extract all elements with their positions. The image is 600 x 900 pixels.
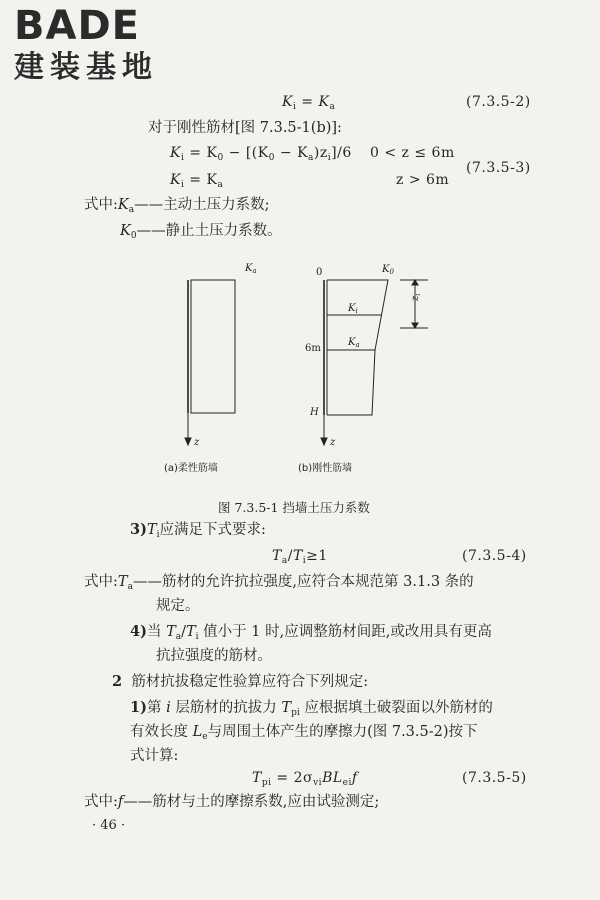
label-h: H: [310, 407, 319, 418]
zi-arrow-bottom: [412, 323, 418, 328]
label-z-b: z: [330, 437, 336, 448]
caption-a: (a)柔性筋墙: [164, 463, 218, 474]
eq-condition-1: 0 < z ≤ 6m: [370, 145, 455, 161]
label-k0: $K_0$: [382, 264, 394, 276]
equation-number: (7.3.5-3): [466, 160, 531, 176]
where-ka: 式中$:K_a——$主动土压力系数;: [84, 197, 270, 215]
item-4-text: 值小于 1 时,应调整筋材间距,或改用具有更高: [203, 624, 492, 640]
figure-title: 图 7.3.5-1 挡墙土压力系数: [218, 500, 370, 515]
item-1-text: 层筋材的抗拔力: [175, 700, 277, 716]
z-arrow-b: [321, 438, 327, 445]
where-ka-desc: ——主动土压力系数;: [134, 197, 270, 213]
item-1-line3: 式计算:: [130, 748, 179, 764]
label-ka-a: $K_a$: [245, 263, 257, 275]
item-3-text: 应满足下式要求:: [159, 522, 266, 538]
eq-part: f: [351, 770, 358, 786]
zi-arrow-top: [412, 280, 418, 285]
logo: [14, 4, 158, 86]
item-1-line2: 有效长度 $L_e$与周围土体产生的摩擦力(图 7.3.5-2)按下: [130, 724, 478, 742]
equation-number: (7.3.5-4): [462, 548, 527, 564]
section-2-text: 筋材抗拔稳定性验算应符合下列规定:: [131, 674, 369, 690]
equation-7-3-5-2: $K_i = K_a$: [282, 94, 336, 112]
eq-symbol: K: [318, 94, 330, 110]
eq-condition-2: z > 6m: [396, 172, 450, 188]
where-f-desc: ——筋材与土的摩擦系数,应由试验测定;: [123, 794, 380, 810]
label-ka-b: $K_a$: [348, 337, 360, 349]
eq-part: − K: [274, 145, 309, 161]
section-number: 2: [112, 673, 123, 690]
pressure-diagram-a: [191, 280, 235, 413]
page-number: · 46 ·: [92, 818, 126, 833]
eq-part: = K: [184, 145, 218, 161]
equation-number: (7.3.5-2): [466, 94, 531, 110]
where-ta-desc: ——筋材的允许抗拉强度,应符合本规范第 3.1.3 条的: [132, 574, 474, 590]
eq-part: − [(K: [223, 145, 269, 161]
eq-symbol: K: [282, 94, 293, 110]
item-number: 4): [130, 623, 147, 640]
eq-equals: =: [296, 94, 319, 110]
label-zi: $z_i$: [410, 293, 422, 301]
item-number: 1): [130, 699, 147, 716]
item-1-text: 应根据填土破裂面以外筋材的: [304, 700, 493, 716]
item-4-text: 当: [146, 624, 162, 640]
where-prefix: 式中:: [84, 794, 118, 810]
equation-7-3-5-5: $T_{pi} = 2\sigma_{vi}BL_{ei}f$: [252, 770, 358, 788]
label-zero: 0: [316, 267, 323, 278]
item-1-text: 与周围土体产生的摩擦力(图 7.3.5-2)按下: [207, 724, 478, 740]
label-ki: $K_i$: [348, 303, 358, 315]
item-number: 3): [130, 521, 147, 538]
eq-symbol: K: [170, 145, 181, 161]
eq-symbol: K: [170, 172, 181, 188]
where-prefix: 式中:: [84, 197, 118, 213]
rigid-intro: 对于刚性筋材[图 7.3.5-1(b)]:: [148, 120, 342, 136]
figure-earth-pressure-coefficient: [150, 255, 450, 485]
where-ta: 式中$:T_a——$筋材的允许抗拉强度,应符合本规范第 3.1.3 条的: [84, 574, 474, 592]
eq-part: )z: [313, 145, 328, 161]
label-6m: 6m: [305, 343, 321, 354]
where-k0-desc: ——静止土压力系数。: [136, 223, 282, 239]
logo-subtitle: 建装基地: [14, 50, 158, 85]
eq-part: BL: [322, 770, 343, 786]
equation-7-3-5-3-line1: $K_i = K_0 - [(K_0 - K_a)z_i]/6$: [170, 145, 352, 163]
equation-7-3-5-3-line2: $K_i = K_a$: [170, 172, 224, 190]
where-f: 式中:f——筋材与土的摩擦系数,应由试验测定;: [84, 794, 380, 810]
label-z-a: z: [194, 437, 200, 448]
eq-part: = K: [184, 172, 218, 188]
eq-part: ≥1: [306, 548, 328, 564]
where-ta-desc2: 规定。: [156, 598, 200, 614]
item-1-text: 第: [146, 700, 162, 716]
item-1-text: 有效长度: [130, 724, 188, 740]
section-2: [112, 672, 368, 692]
eq-part: ]/6: [331, 145, 352, 161]
where-k0: $K_0——$静止土压力系数。: [120, 223, 282, 241]
eq-symbol: T: [252, 770, 262, 786]
z-arrow-a: [185, 438, 191, 445]
eq-part: = 2σ: [271, 770, 314, 786]
logo-brand-text: BADE: [14, 3, 140, 49]
caption-b: (b)刚性筋墙: [298, 463, 353, 474]
equation-number: (7.3.5-5): [462, 770, 527, 786]
item-4: 4)当 $T_a/T_i$ 值小于 1 时,应调整筋材间距,或改用具有更高: [130, 623, 492, 642]
item-1-line1: 1)第 i 层筋材的抗拔力 $T_{pi}$ 应根据填土破裂面以外筋材的: [130, 699, 493, 718]
logo-brand: [14, 4, 158, 48]
item-4-line2: 抗拉强度的筋材。: [156, 648, 272, 664]
equation-7-3-5-4: $T_a/T_i\ge 1$: [272, 548, 328, 566]
where-prefix: 式中:: [84, 574, 118, 590]
item-3: $3)T_i$应满足下式要求:: [130, 521, 266, 540]
